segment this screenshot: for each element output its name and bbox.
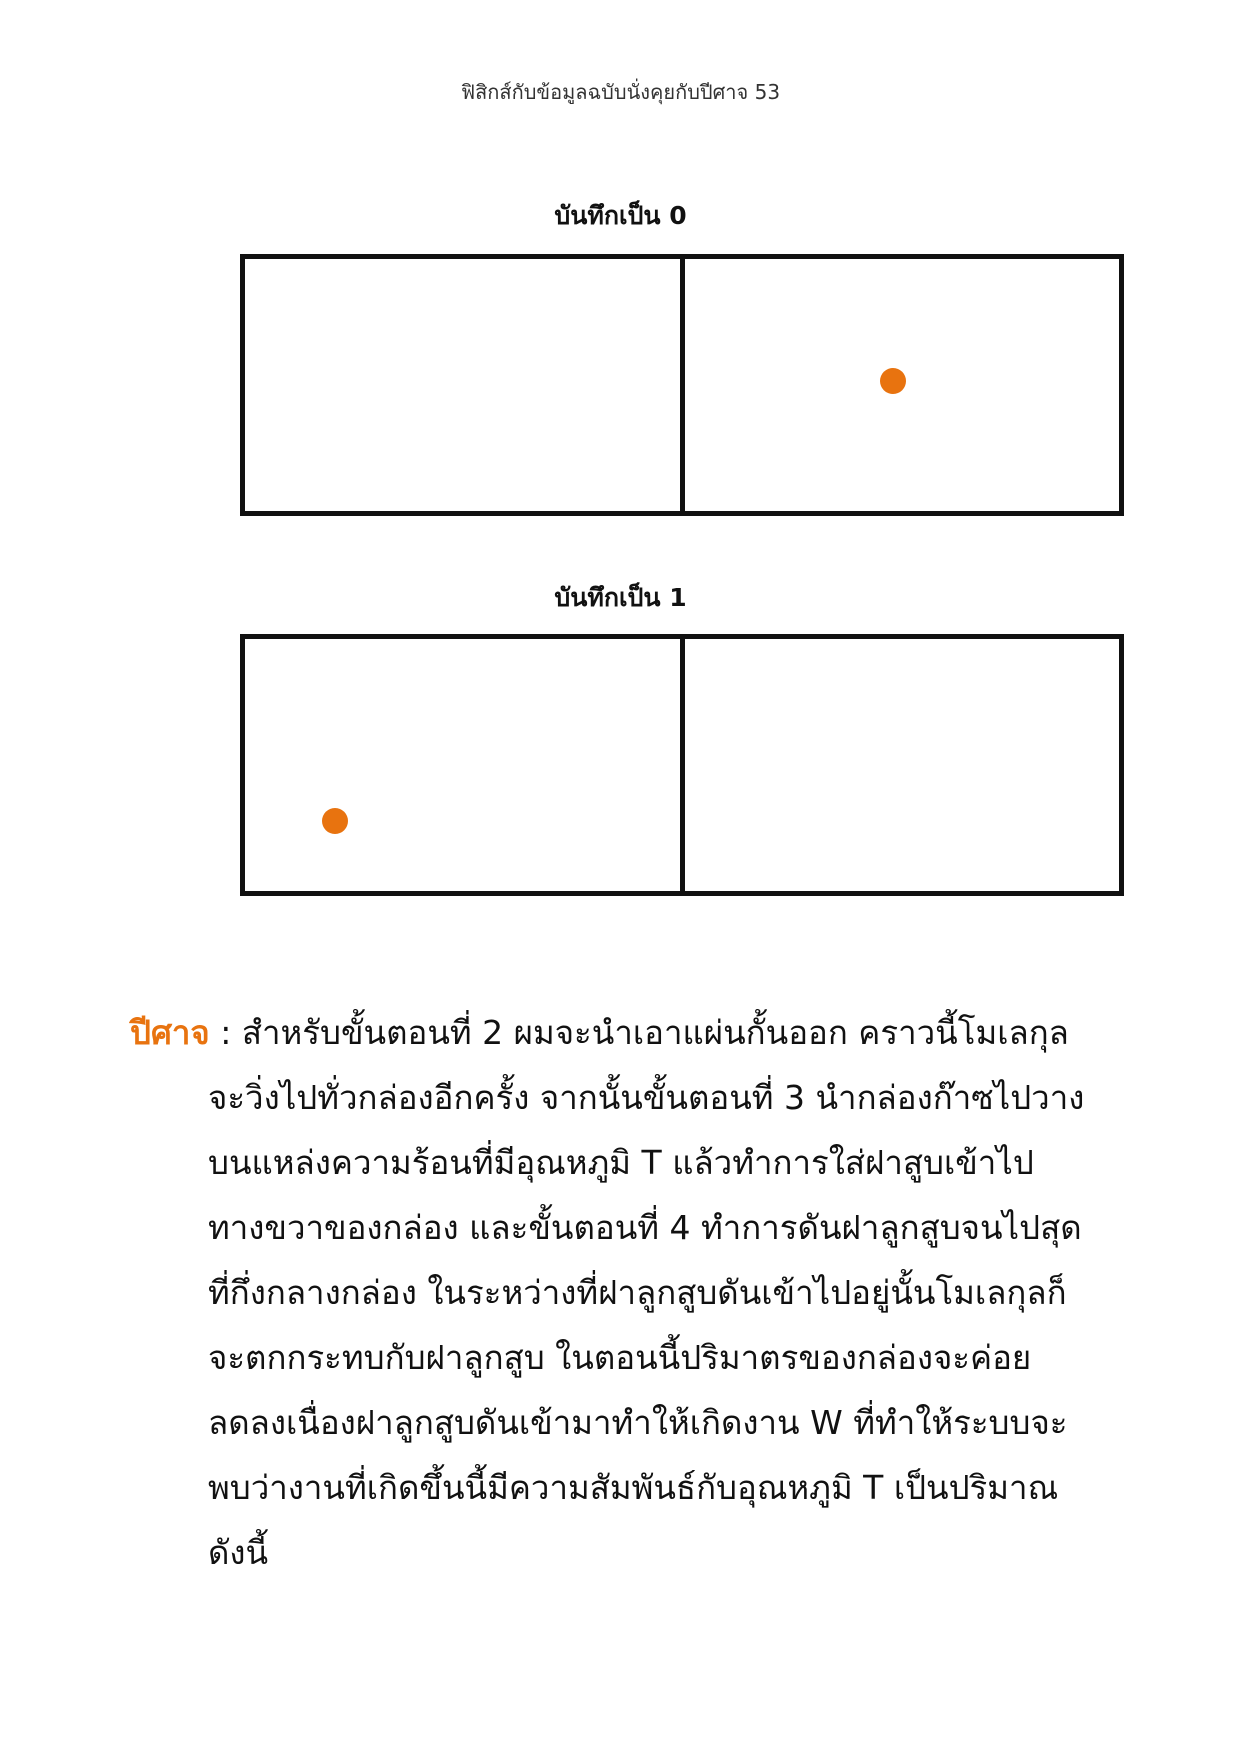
left-chamber (245, 639, 685, 891)
speaker-separator: : (209, 1013, 242, 1052)
szilard-box-state-0 (240, 254, 1124, 516)
left-chamber (245, 259, 685, 511)
dialogue-line-3: ทางขวาของกล่อง และขั้นตอนที่ 4 ทำการดันฝาลูกสูบจนไปสุด (208, 1208, 1082, 1247)
dialogue-line-2: บนแหล่งความร้อนที่มีอุณหภูมิ T แล้วทำการใส่ฝาสูบเข้าไป (208, 1143, 1034, 1182)
dialogue-line-8: ดังนี้ (208, 1533, 269, 1572)
dialogue-paragraph (130, 1000, 1170, 1585)
figure-caption-1: บันทึกเป็น 1 (554, 583, 687, 612)
figure-caption-0: บันทึกเป็น 0 (554, 201, 687, 230)
dialogue-line-5: จะตกกระทบกับฝาลูกสูบ ในตอนนี้ปริมาตรของกล่องจะค่อย (208, 1338, 1032, 1377)
dialogue-line-4: ที่กึ่งกลางกล่อง ในระหว่างที่ฝาลูกสูบดันเข้าไปอยู่นั้นโมเลกุลก็ (208, 1273, 1067, 1312)
dialogue-line-0 (130, 1000, 1170, 1065)
dialogue-line-1: จะวิ่งไปทั่วกล่องอีกครั้ง จากนั้นขั้นตอนที่ 3 นำกล่องก๊าซไปวาง (208, 1078, 1085, 1117)
dialogue-text: สำหรับขั้นตอนที่ 2 ผมจะนำเอาแผ่นกั้นออก คราวนี้โมเลกุล (241, 1013, 1069, 1052)
speaker-label: ปีศาจ (130, 1013, 210, 1052)
right-chamber (685, 259, 1120, 511)
szilard-box-state-1 (240, 634, 1124, 896)
gas-molecule (880, 368, 906, 394)
gas-molecule (322, 808, 348, 834)
right-chamber (685, 639, 1120, 891)
dialogue-line-7: พบว่างานที่เกิดขึ้นนี้มีความสัมพันธ์กับอุณหภูมิ T เป็นปริมาณ (208, 1468, 1059, 1507)
running-header: ฟิสิกส์กับข้อมูลฉบับนั่งคุยกับปีศาจ 53 (460, 80, 781, 104)
dialogue-line-6: ลดลงเนื่องฝาลูกสูบดันเข้ามาทำให้เกิดงาน W ที่ทำให้ระบบจะ (208, 1403, 1068, 1442)
